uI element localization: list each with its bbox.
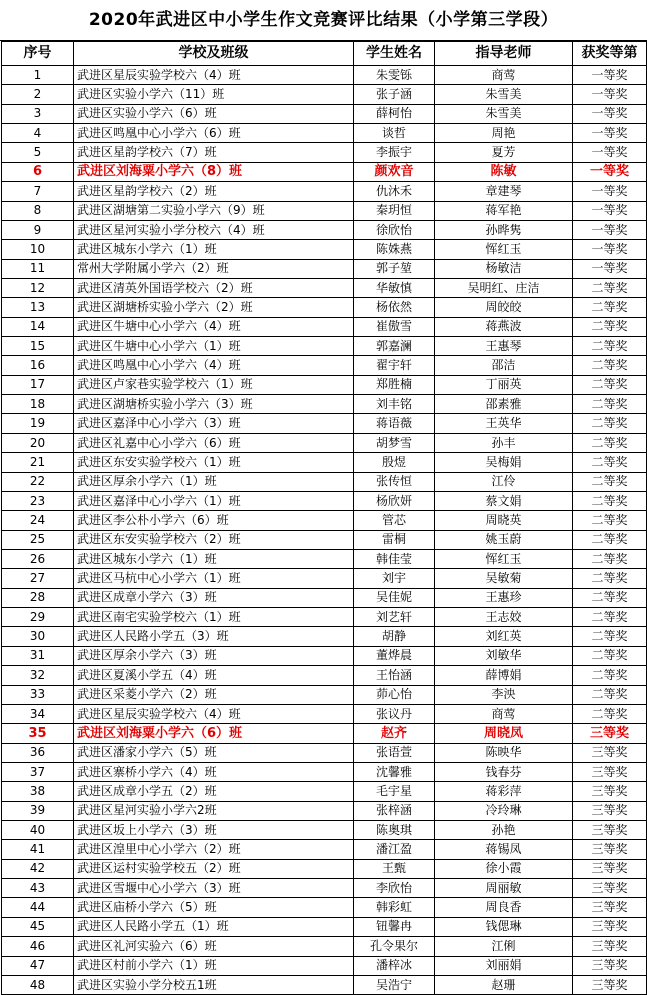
- teacher-name-cell: 钱偲琳: [435, 917, 573, 936]
- table-row: [2, 491, 647, 510]
- award-level-cell: 一等奖: [573, 162, 647, 181]
- table-row: [2, 259, 647, 278]
- award-level-cell: 二等奖: [573, 569, 647, 588]
- school-class-cell: 武进区人民路小学五（3）班: [74, 627, 354, 646]
- row-number: 30: [2, 627, 74, 646]
- teacher-name-cell: 吴明红、庄洁: [435, 278, 573, 297]
- school-class-cell: 武进区牛塘中心小学六（1）班: [74, 337, 354, 356]
- school-class-cell: 武进区星韵学校六（2）班: [74, 182, 354, 201]
- school-class-cell: 武进区成章小学五（2）班: [74, 782, 354, 801]
- row-number: 6: [2, 162, 74, 181]
- school-class-cell: 武进区潘家小学六（5）班: [74, 743, 354, 762]
- award-level-cell: 一等奖: [573, 220, 647, 239]
- row-number: 31: [2, 646, 74, 665]
- row-number: 24: [2, 511, 74, 530]
- row-number: 15: [2, 337, 74, 356]
- school-class-cell: 武进区鸣凰中心小学六（4）班: [74, 356, 354, 375]
- teacher-name-cell: 姚玉蔚: [435, 530, 573, 549]
- table-row: [2, 549, 647, 568]
- award-level-cell: 一等奖: [573, 85, 647, 104]
- student-name-cell: 毛宇星: [354, 782, 435, 801]
- teacher-name-cell: 邵洁: [435, 356, 573, 375]
- school-class-cell: 武进区星韵学校六（7）班: [74, 143, 354, 162]
- award-level-cell: 三等奖: [573, 879, 647, 898]
- student-name-cell: 郭子堃: [354, 259, 435, 278]
- teacher-name-cell: 李泱: [435, 685, 573, 704]
- row-number: 42: [2, 859, 74, 878]
- student-name-cell: 吴佳妮: [354, 588, 435, 607]
- row-number: 17: [2, 375, 74, 394]
- school-class-cell: 武进区湖塘桥实验小学六（2）班: [74, 298, 354, 317]
- school-class-cell: 武进区东安实验学校六（1）班: [74, 453, 354, 472]
- school-class-cell: 武进区星河实验小学分校六（4）班: [74, 220, 354, 239]
- student-name-cell: 赵齐: [354, 724, 435, 743]
- school-class-cell: 武进区鸣凰中心小学六（6）班: [74, 124, 354, 143]
- teacher-name-cell: 王志姣: [435, 608, 573, 627]
- school-class-cell: 武进区星河实验小学六2班: [74, 801, 354, 820]
- table-row: [2, 298, 647, 317]
- teacher-name-cell: 章建琴: [435, 182, 573, 201]
- student-name-cell: 秦玥恒: [354, 201, 435, 220]
- award-level-cell: 一等奖: [573, 66, 647, 85]
- school-class-cell: 武进区城东小学六（1）班: [74, 549, 354, 568]
- table-row: [2, 453, 647, 472]
- award-level-cell: 二等奖: [573, 666, 647, 685]
- student-name-cell: 张语萱: [354, 743, 435, 762]
- teacher-name-cell: 蒋锡凤: [435, 840, 573, 859]
- school-class-cell: 武进区庙桥小学六（5）班: [74, 898, 354, 917]
- award-level-cell: 三等奖: [573, 917, 647, 936]
- table-row: [2, 762, 647, 781]
- teacher-name-cell: 恽红玉: [435, 549, 573, 568]
- school-class-cell: 武进区夏溪小学五（4）班: [74, 666, 354, 685]
- teacher-name-cell: 蒋燕波: [435, 317, 573, 336]
- table-row: [2, 278, 647, 297]
- teacher-name-cell: 邵素雅: [435, 395, 573, 414]
- school-class-cell: 武进区雪堰中心小学六（3）班: [74, 879, 354, 898]
- teacher-name-cell: 钱春芬: [435, 762, 573, 781]
- student-name-cell: 张议丹: [354, 704, 435, 723]
- award-level-cell: 二等奖: [573, 356, 647, 375]
- student-name-cell: 蒋语薇: [354, 414, 435, 433]
- row-number: 14: [2, 317, 74, 336]
- teacher-name-cell: 杨敏洁: [435, 259, 573, 278]
- header-teacher: 指导老师: [435, 42, 573, 66]
- award-level-cell: 一等奖: [573, 124, 647, 143]
- teacher-name-cell: 吴梅娟: [435, 453, 573, 472]
- school-class-cell: 武进区采菱小学六（2）班: [74, 685, 354, 704]
- student-name-cell: 刘艺轩: [354, 608, 435, 627]
- row-number: 21: [2, 453, 74, 472]
- award-level-cell: 二等奖: [573, 646, 647, 665]
- award-level-cell: 三等奖: [573, 840, 647, 859]
- teacher-name-cell: 刘丽娟: [435, 956, 573, 975]
- student-name-cell: 颜欢音: [354, 162, 435, 181]
- table-row: [2, 85, 647, 104]
- header-student: 学生姓名: [354, 42, 435, 66]
- table-row: [2, 724, 647, 743]
- student-name-cell: 仇沐禾: [354, 182, 435, 201]
- row-number: 39: [2, 801, 74, 820]
- award-level-cell: 三等奖: [573, 937, 647, 956]
- row-number: 11: [2, 259, 74, 278]
- teacher-name-cell: 蔡文娟: [435, 491, 573, 510]
- award-level-cell: 二等奖: [573, 317, 647, 336]
- row-number: 16: [2, 356, 74, 375]
- school-class-cell: 常州大学附属小学六（2）班: [74, 259, 354, 278]
- school-class-cell: 武进区实验小学六（6）班: [74, 104, 354, 123]
- student-name-cell: 雷桐: [354, 530, 435, 549]
- teacher-name-cell: 商莺: [435, 704, 573, 723]
- teacher-name-cell: 周晓英: [435, 511, 573, 530]
- school-class-cell: 武进区马杭中心小学六（1）班: [74, 569, 354, 588]
- table-row: [2, 337, 647, 356]
- table-row: [2, 395, 647, 414]
- award-level-cell: 三等奖: [573, 956, 647, 975]
- award-level-cell: 二等奖: [573, 453, 647, 472]
- student-name-cell: 杨依然: [354, 298, 435, 317]
- row-number: 13: [2, 298, 74, 317]
- student-name-cell: 张梓涵: [354, 801, 435, 820]
- row-number: 35: [2, 724, 74, 743]
- teacher-name-cell: 周晓凤: [435, 724, 573, 743]
- header-no: 序号: [2, 42, 74, 66]
- award-level-cell: 二等奖: [573, 278, 647, 297]
- student-name-cell: 郭嘉澜: [354, 337, 435, 356]
- school-class-cell: 武进区星辰实验学校六（4）班: [74, 704, 354, 723]
- sheet-title: 2020年武进区中小学生作文竞赛评比结果（小学第三学段）: [0, 0, 647, 41]
- student-name-cell: 徐欣怡: [354, 220, 435, 239]
- award-level-cell: 一等奖: [573, 104, 647, 123]
- student-name-cell: 郑胜楠: [354, 375, 435, 394]
- table-row: [2, 143, 647, 162]
- award-level-cell: 三等奖: [573, 821, 647, 840]
- school-class-cell: 武进区东安实验学校六（2）班: [74, 530, 354, 549]
- table-row: [2, 821, 647, 840]
- school-class-cell: 武进区南宅实验学校六（1）班: [74, 608, 354, 627]
- student-name-cell: 李欣怡: [354, 879, 435, 898]
- teacher-name-cell: 陈映华: [435, 743, 573, 762]
- school-class-cell: 武进区人民路小学五（1）班: [74, 917, 354, 936]
- table-row: [2, 956, 647, 975]
- table-row: [2, 104, 647, 123]
- table-row: [2, 511, 647, 530]
- teacher-name-cell: 蒋军艳: [435, 201, 573, 220]
- row-number: 36: [2, 743, 74, 762]
- award-level-cell: 一等奖: [573, 240, 647, 259]
- student-name-cell: 沈馨雅: [354, 762, 435, 781]
- award-level-cell: 二等奖: [573, 337, 647, 356]
- award-level-cell: 三等奖: [573, 724, 647, 743]
- student-name-cell: 胡梦雪: [354, 433, 435, 452]
- row-number: 26: [2, 549, 74, 568]
- school-class-cell: 武进区星辰实验学校六（4）班: [74, 66, 354, 85]
- row-number: 46: [2, 937, 74, 956]
- school-class-cell: 武进区村前小学六（1）班: [74, 956, 354, 975]
- award-level-cell: 二等奖: [573, 375, 647, 394]
- student-name-cell: 钮馨冉: [354, 917, 435, 936]
- school-class-cell: 武进区运村实验学校五（2）班: [74, 859, 354, 878]
- table-row: [2, 743, 647, 762]
- award-level-cell: 二等奖: [573, 588, 647, 607]
- student-name-cell: 翟宇轩: [354, 356, 435, 375]
- student-name-cell: 张传恒: [354, 472, 435, 491]
- table-row: [2, 627, 647, 646]
- school-class-cell: 武进区成章小学六（3）班: [74, 588, 354, 607]
- row-number: 41: [2, 840, 74, 859]
- student-name-cell: 李振宇: [354, 143, 435, 162]
- student-name-cell: 管芯: [354, 511, 435, 530]
- award-level-cell: 三等奖: [573, 782, 647, 801]
- table-row: [2, 937, 647, 956]
- table-row: [2, 375, 647, 394]
- table-row: [2, 840, 647, 859]
- student-name-cell: 胡静: [354, 627, 435, 646]
- row-number: 20: [2, 433, 74, 452]
- table-row: [2, 801, 647, 820]
- row-number: 23: [2, 491, 74, 510]
- teacher-name-cell: 周良香: [435, 898, 573, 917]
- row-number: 27: [2, 569, 74, 588]
- teacher-name-cell: 刘敏华: [435, 646, 573, 665]
- award-level-cell: 一等奖: [573, 182, 647, 201]
- table-row: [2, 646, 647, 665]
- row-number: 33: [2, 685, 74, 704]
- student-name-cell: 茆心怡: [354, 685, 435, 704]
- row-number: 4: [2, 124, 74, 143]
- award-level-cell: 三等奖: [573, 743, 647, 762]
- award-level-cell: 二等奖: [573, 414, 647, 433]
- row-number: 25: [2, 530, 74, 549]
- award-level-cell: 二等奖: [573, 298, 647, 317]
- table-row: [2, 685, 647, 704]
- student-name-cell: 潘梓冰: [354, 956, 435, 975]
- student-name-cell: 韩佳莹: [354, 549, 435, 568]
- school-class-cell: 武进区卢家巷实验学校六（1）班: [74, 375, 354, 394]
- teacher-name-cell: 冷玲琳: [435, 801, 573, 820]
- school-class-cell: 武进区实验小学分校五1班: [74, 975, 354, 994]
- row-number: 9: [2, 220, 74, 239]
- teacher-name-cell: 周皎皎: [435, 298, 573, 317]
- header-row: [2, 42, 647, 66]
- row-number: 29: [2, 608, 74, 627]
- table-row: [2, 472, 647, 491]
- teacher-name-cell: 丁丽英: [435, 375, 573, 394]
- row-number: 34: [2, 704, 74, 723]
- award-level-cell: 二等奖: [573, 472, 647, 491]
- school-class-cell: 武进区坂上小学六（3）班: [74, 821, 354, 840]
- school-class-cell: 武进区实验小学六（11）班: [74, 85, 354, 104]
- table-row: [2, 66, 647, 85]
- row-number: 44: [2, 898, 74, 917]
- row-number: 47: [2, 956, 74, 975]
- row-number: 37: [2, 762, 74, 781]
- award-level-cell: 三等奖: [573, 859, 647, 878]
- award-level-cell: 二等奖: [573, 491, 647, 510]
- teacher-name-cell: 薛博娟: [435, 666, 573, 685]
- award-level-cell: 一等奖: [573, 201, 647, 220]
- table-row: [2, 182, 647, 201]
- school-class-cell: 武进区礼嘉中心小学六（6）班: [74, 433, 354, 452]
- teacher-name-cell: 商莺: [435, 66, 573, 85]
- student-name-cell: 杨欣妍: [354, 491, 435, 510]
- teacher-name-cell: 赵珊: [435, 975, 573, 994]
- table-row: [2, 317, 647, 336]
- results-table: [1, 41, 647, 995]
- award-level-cell: 二等奖: [573, 511, 647, 530]
- award-level-cell: 三等奖: [573, 898, 647, 917]
- table-row: [2, 240, 647, 259]
- teacher-name-cell: 徐小霞: [435, 859, 573, 878]
- award-level-cell: 一等奖: [573, 259, 647, 278]
- school-class-cell: 武进区礼河实验六（6）班: [74, 937, 354, 956]
- table-row: [2, 782, 647, 801]
- teacher-name-cell: 王惠琴: [435, 337, 573, 356]
- table-row: [2, 433, 647, 452]
- student-name-cell: 崔傲雪: [354, 317, 435, 336]
- teacher-name-cell: 周艳: [435, 124, 573, 143]
- award-level-cell: 二等奖: [573, 608, 647, 627]
- award-level-cell: 二等奖: [573, 395, 647, 414]
- row-number: 43: [2, 879, 74, 898]
- table-row: [2, 859, 647, 878]
- row-number: 12: [2, 278, 74, 297]
- table-row: [2, 356, 647, 375]
- student-name-cell: 殷煜: [354, 453, 435, 472]
- school-class-cell: 武进区湖塘桥实验小学六（3）班: [74, 395, 354, 414]
- row-number: 1: [2, 66, 74, 85]
- row-number: 45: [2, 917, 74, 936]
- student-name-cell: 刘丰铭: [354, 395, 435, 414]
- school-class-cell: 武进区湖塘第二实验小学六（9）班: [74, 201, 354, 220]
- teacher-name-cell: 恽红玉: [435, 240, 573, 259]
- award-level-cell: 三等奖: [573, 801, 647, 820]
- row-number: 5: [2, 143, 74, 162]
- award-level-cell: 三等奖: [573, 975, 647, 994]
- teacher-name-cell: 孙艳: [435, 821, 573, 840]
- award-level-cell: 三等奖: [573, 762, 647, 781]
- teacher-name-cell: 周丽敏: [435, 879, 573, 898]
- teacher-name-cell: 陈敏: [435, 162, 573, 181]
- school-class-cell: 武进区厚余小学六（1）班: [74, 472, 354, 491]
- results-body: [2, 66, 647, 995]
- table-row: [2, 975, 647, 994]
- student-name-cell: 刘宇: [354, 569, 435, 588]
- table-row: [2, 666, 647, 685]
- row-number: 3: [2, 104, 74, 123]
- header-school: 学校及班级: [74, 42, 354, 66]
- row-number: 40: [2, 821, 74, 840]
- school-class-cell: 武进区湟里中心小学六（2）班: [74, 840, 354, 859]
- teacher-name-cell: 夏芳: [435, 143, 573, 162]
- teacher-name-cell: 刘红英: [435, 627, 573, 646]
- row-number: 2: [2, 85, 74, 104]
- student-name-cell: 董烨晨: [354, 646, 435, 665]
- table-row: [2, 124, 647, 143]
- student-name-cell: 潘江盈: [354, 840, 435, 859]
- row-number: 28: [2, 588, 74, 607]
- school-class-cell: 武进区牛塘中心小学六（4）班: [74, 317, 354, 336]
- table-row: [2, 608, 647, 627]
- row-number: 8: [2, 201, 74, 220]
- row-number: 18: [2, 395, 74, 414]
- award-level-cell: 二等奖: [573, 530, 647, 549]
- row-number: 48: [2, 975, 74, 994]
- student-name-cell: 王怡涵: [354, 666, 435, 685]
- header-award: 获奖等第: [573, 42, 647, 66]
- student-name-cell: 谈哲: [354, 124, 435, 143]
- table-row: [2, 569, 647, 588]
- student-name-cell: 朱雯铄: [354, 66, 435, 85]
- teacher-name-cell: 王英华: [435, 414, 573, 433]
- award-level-cell: 二等奖: [573, 433, 647, 452]
- row-number: 7: [2, 182, 74, 201]
- school-class-cell: 武进区厚余小学六（3）班: [74, 646, 354, 665]
- student-name-cell: 华敏慎: [354, 278, 435, 297]
- table-row: [2, 879, 647, 898]
- school-class-cell: 武进区刘海粟小学六（6）班: [74, 724, 354, 743]
- teacher-name-cell: 吴敏菊: [435, 569, 573, 588]
- school-class-cell: 武进区刘海粟小学六（8）班: [74, 162, 354, 181]
- teacher-name-cell: 江伶: [435, 472, 573, 491]
- row-number: 32: [2, 666, 74, 685]
- table-row: [2, 201, 647, 220]
- school-class-cell: 武进区嘉泽中心小学六（3）班: [74, 414, 354, 433]
- student-name-cell: 薛柯怡: [354, 104, 435, 123]
- award-level-cell: 二等奖: [573, 549, 647, 568]
- school-class-cell: 武进区城东小学六（1）班: [74, 240, 354, 259]
- table-row: [2, 530, 647, 549]
- student-name-cell: 王甄: [354, 859, 435, 878]
- teacher-name-cell: 蒋彩萍: [435, 782, 573, 801]
- school-class-cell: 武进区李公朴小学六（6）班: [74, 511, 354, 530]
- row-number: 38: [2, 782, 74, 801]
- student-name-cell: 陈姝燕: [354, 240, 435, 259]
- teacher-name-cell: 朱雪美: [435, 85, 573, 104]
- school-class-cell: 武进区寨桥小学六（4）班: [74, 762, 354, 781]
- row-number: 19: [2, 414, 74, 433]
- award-level-cell: 二等奖: [573, 685, 647, 704]
- table-row: [2, 414, 647, 433]
- table-row: [2, 704, 647, 723]
- school-class-cell: 武进区清英外国语学校六（2）班: [74, 278, 354, 297]
- student-name-cell: 吴浩宁: [354, 975, 435, 994]
- table-row: [2, 162, 647, 181]
- table-row: [2, 898, 647, 917]
- row-number: 22: [2, 472, 74, 491]
- student-name-cell: 孔令果尔: [354, 937, 435, 956]
- table-row: [2, 917, 647, 936]
- teacher-name-cell: 王惠珍: [435, 588, 573, 607]
- student-name-cell: 陈奥琪: [354, 821, 435, 840]
- student-name-cell: 韩彩虹: [354, 898, 435, 917]
- student-name-cell: 张子涵: [354, 85, 435, 104]
- teacher-name-cell: 孙丰: [435, 433, 573, 452]
- teacher-name-cell: 朱雪美: [435, 104, 573, 123]
- table-row: [2, 220, 647, 239]
- teacher-name-cell: 孙晔隽: [435, 220, 573, 239]
- award-level-cell: 一等奖: [573, 143, 647, 162]
- row-number: 10: [2, 240, 74, 259]
- table-row: [2, 588, 647, 607]
- school-class-cell: 武进区嘉泽中心小学六（1）班: [74, 491, 354, 510]
- award-level-cell: 二等奖: [573, 627, 647, 646]
- teacher-name-cell: 江俐: [435, 937, 573, 956]
- award-level-cell: 二等奖: [573, 704, 647, 723]
